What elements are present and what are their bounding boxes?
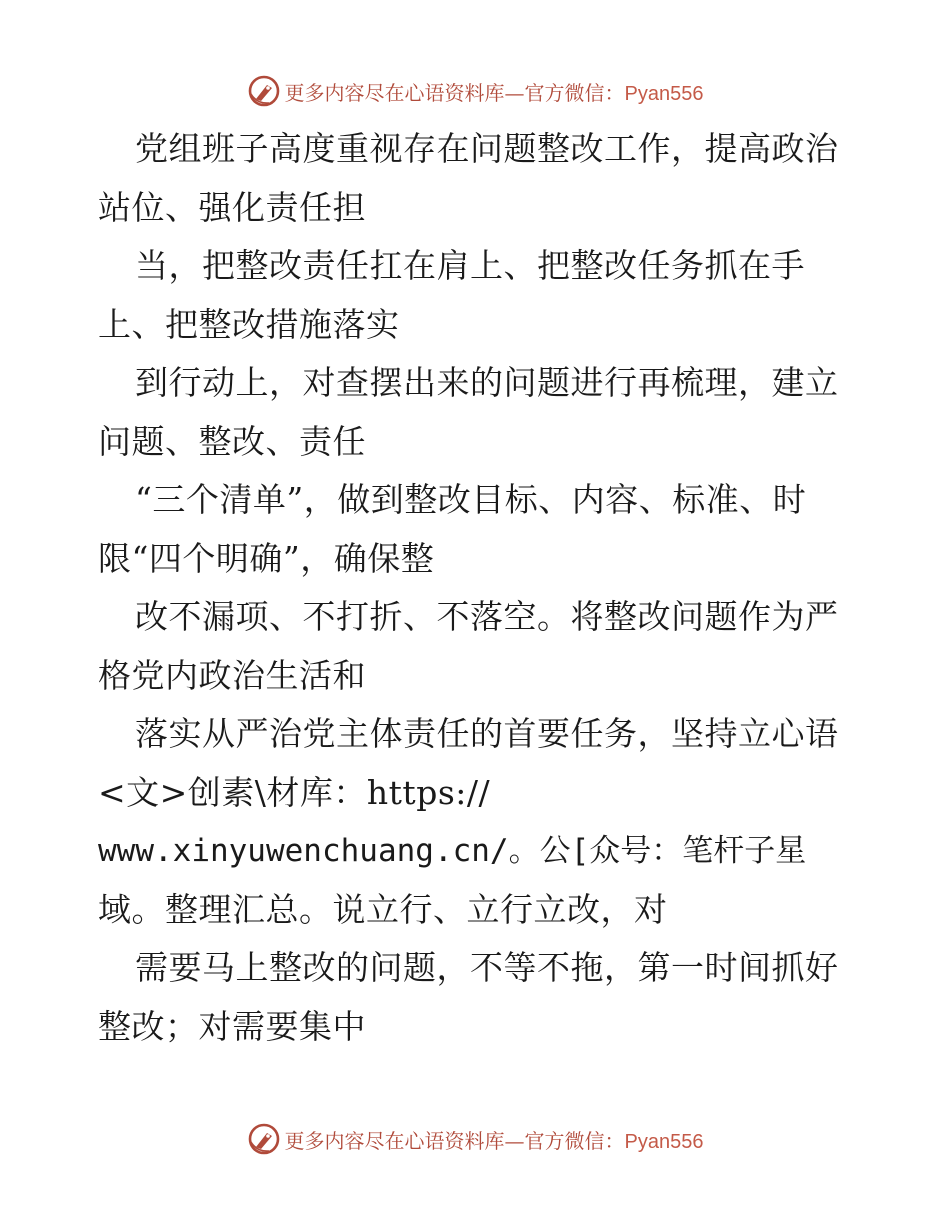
body-line: 需要马上整改的问题，不等不拖，第一时间抓好 [135,948,839,987]
body-line: 整改；对需要集中 [98,1006,366,1046]
banner-label: 更多内容尽在心语资料库—官方微信：Pyan556 [284,1128,704,1153]
pen-nib-circle-icon [247,1122,281,1156]
banner-wechat-id: Pyan556 [624,1130,704,1153]
body-line: 问题、整改、责任 [98,421,366,461]
body-line: 党组班子高度重视存在问题整改工作，提高政治 [135,129,839,168]
body-line: <文>创素\材库：https:// [98,772,491,812]
body-line: 限“四个明确”，确保整 [98,538,435,578]
body-line: 到行动上，对查摆出来的问题进行再梳理，建立 [135,363,839,402]
body-line: 站位、强化责任担 [98,187,366,227]
header-watermark-banner [0,71,950,111]
body-line: “三个清单”，做到整改目标、内容、标准、时 [135,480,807,519]
body-line: 格党内政治生活和 [98,655,366,695]
body-line: 改不漏项、不打折、不落空。将整改问题作为严 [135,597,839,636]
body-line: 落实从严治党主体责任的首要任务，坚持立心语 [135,714,839,753]
banner-wechat-id: Pyan556 [624,82,704,105]
banner-label: 更多内容尽在心语资料库—官方微信：Pyan556 [284,80,704,105]
pen-nib-circle-icon [247,74,281,108]
body-line-url: www.xinyuwenchuang.cn/。公[众号：笔杆子星 [98,833,807,869]
footer-watermark-banner [0,1119,950,1159]
document-body [98,120,858,1056]
body-line: 上、把整改措施落实 [98,304,400,344]
body-line: 当，把整改责任扛在肩上、把整改任务抓在手 [135,246,805,285]
body-line: 域。整理汇总。说立行、立行立改，对 [98,889,668,929]
